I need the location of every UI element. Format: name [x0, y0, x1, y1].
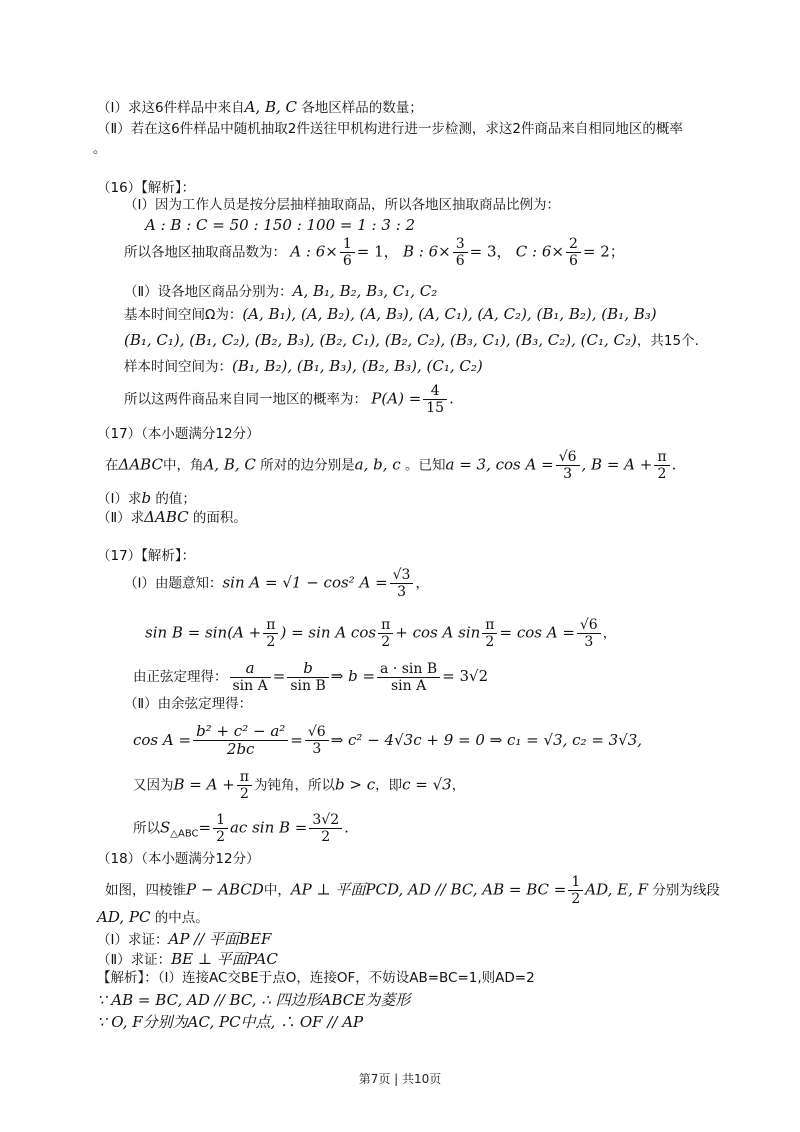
q15-part2-end: 。	[93, 141, 107, 157]
total-pages: 共10页	[402, 1072, 442, 1086]
q16-header: （16）【解析】：	[97, 180, 196, 196]
q16-line1: （Ⅰ）因为工作人员是按分层抽样抽取商品，所以各地区抽取商品比例为：	[124, 197, 560, 213]
q18-stem: 如图，四棱锥P − ABCD中，AP ⊥ 平面PCD, AD // BC, AB = BC = $\frac{1}{2}$ AD, E, F 分别为线段	[105, 874, 720, 908]
q16-part2: （Ⅱ）设各地区商品分别为：A, B₁, B₂, B₃, C₁, C₂	[124, 282, 438, 300]
fraction: $\frac{\pi}{2}$	[482, 617, 497, 650]
fraction: $\frac{b}{\text{sin B}}$	[287, 660, 328, 694]
q18-solution-3: ∵ O, F分别为AC, PC中点, ∴ OF // AP	[97, 1013, 364, 1031]
q18-solution-2: ∵ AB = BC, AD // BC, ∴ 四边形ABCE为菱形	[97, 991, 411, 1009]
fraction: $\frac{√6}{3}$	[556, 449, 580, 482]
fraction: $\frac{\pi}{2}$	[263, 617, 278, 650]
q16-space-row2: (B₁, C₁), (B₁, C₂), (B₂, B₃), (B₂, C₁), (B₂, C₂), (B₃, C₁), (B₃, C₂), (C₁, C₂)，共15个.	[124, 331, 699, 349]
page-footer	[0, 1070, 800, 1087]
fraction: $\frac{1}{2}$	[568, 874, 583, 907]
q16-ratio: A : B : C = 50 : 150 : 100 = 1 : 3 : 2	[145, 216, 416, 234]
a17-line4: （Ⅱ）由余弦定理得：	[124, 696, 253, 712]
a17-line6: 又因为B = A + $\frac{\pi}{2}$ 为钝角，所以b > c，即c = √3，	[133, 769, 466, 803]
footer-separator: |	[394, 1072, 399, 1086]
q16-probability: 所以这两件商品来自同一地区的概率为： P(A) = $\frac{4}{15}$ .	[124, 383, 454, 417]
fraction: $\frac{√3}{3}$	[390, 567, 414, 600]
q17-part2: （Ⅱ）求ΔABC 的面积。	[97, 508, 247, 526]
fraction: $\frac{√6}{3}$	[305, 724, 329, 757]
a17-line2: sin B = sin(A + $\frac{\pi}{2}$ ) = sin A cos $\frac{\pi}{2}$ + cos A sin $\frac{\pi}{2}$ = cos A = $\frac{√6}{3}$ ，	[145, 617, 617, 651]
q17-stem: 在ΔABC中，角A, B, C 所对的边分别是a, b, c 。已知a = 3, cos A = $\frac{√6}{3}$ , B = A + $\frac{\pi}{2}$ .	[105, 449, 677, 483]
a17-line7: 所以$S_{\triangle ABC}=$ $\frac{1}{2}$ ac sin B = $\frac{3√2}{2}$ .	[133, 812, 349, 846]
a17-header: （17）【解析】：	[97, 548, 196, 564]
fraction: $\frac{\text{a · sin B}}{\text{sin A}}$	[377, 661, 440, 694]
q18-solution: 【解析】：（Ⅰ）连接AC交BE于点O，连接OF，不妨设AB=BC=1,则AD=2	[97, 970, 535, 986]
fraction: $\frac{\text{b² + c² − a²}}{2bc}$	[193, 723, 288, 759]
fraction: $\frac{√6}{3}$	[577, 617, 601, 650]
q17-part1: （Ⅰ）求b 的值；	[97, 489, 196, 507]
fraction: $\frac{a}{\text{sin A}}$	[230, 660, 271, 694]
fraction: $\frac{1}{2}$	[213, 812, 228, 845]
a17-line3: 由正弦定理得： $\frac{a}{\text{sin A}}$ = $\frac{b}{\text{sin B}}$ ⇒ b = $\frac{\text{a · sin B}}{\text{sin A}}$ = 3√2	[133, 659, 489, 695]
a17-line1: （Ⅰ）由题意知：sin A = √1 − cos² A = $\frac{√3}{3}$ ，	[124, 567, 429, 601]
a17-line5: cos A = $\frac{\text{b² + c² − a²}}{2bc}$ = $\frac{√6}{3}$ ⇒ c² − 4√3c + 9 = 0 ⇒ c₁ = √3, c₂ = 3√3,	[133, 722, 643, 759]
page-number: 第7页	[358, 1072, 391, 1086]
fraction: $\frac{\pi}{2}$	[378, 617, 393, 650]
fraction: $\frac{\pi}{2}$	[654, 449, 669, 482]
fraction: $\frac{1}{6}$	[340, 236, 355, 269]
q18-part2: （Ⅱ）求证：BE ⊥ 平面PAC	[97, 950, 278, 968]
q18-header: （18）（本小题满分12分）	[97, 851, 260, 867]
fraction: $\frac{\pi}{2}$	[237, 769, 252, 802]
q16-space-row1: 基本时间空间Ω为：(A, B₁), (A, B₂), (A, B₃), (A, C₁), (A, C₂), (B₁, B₂), (B₁, B₃)	[124, 305, 657, 323]
q18-stem2: AD, PC 的中点。	[97, 908, 209, 926]
q18-part1: （Ⅰ）求证：AP // 平面BEF	[97, 930, 272, 948]
q16-counts: 所以各地区抽取商品数为： A : 6× $\frac{1}{6}$ = 1， B : 6× $\frac{3}{6}$ = 3， C : 6× $\frac{2}{6}$ = 2；	[124, 236, 625, 270]
q15-part2: （Ⅱ）若在这6件样品中随机抽取2件送往甲机构进行进一步检测，求这2件商品来自相同地区的概率	[97, 121, 683, 137]
fraction: $\frac{4}{15}$	[423, 383, 447, 416]
q16-sample: 样本时间空间为：(B₁, B₂), (B₁, B₃), (B₂, B₃), (C₁, C₂)	[124, 357, 483, 375]
q17-header: （17）（本小题满分12分）	[97, 426, 260, 442]
fraction: $\frac{2}{6}$	[566, 236, 581, 269]
fraction: $\frac{3√2}{2}$	[309, 812, 342, 845]
fraction: $\frac{3}{6}$	[453, 236, 468, 269]
q15-part1: （Ⅰ）求这6件样品中来自A, B, C 各地区样品的数量；	[97, 98, 423, 116]
